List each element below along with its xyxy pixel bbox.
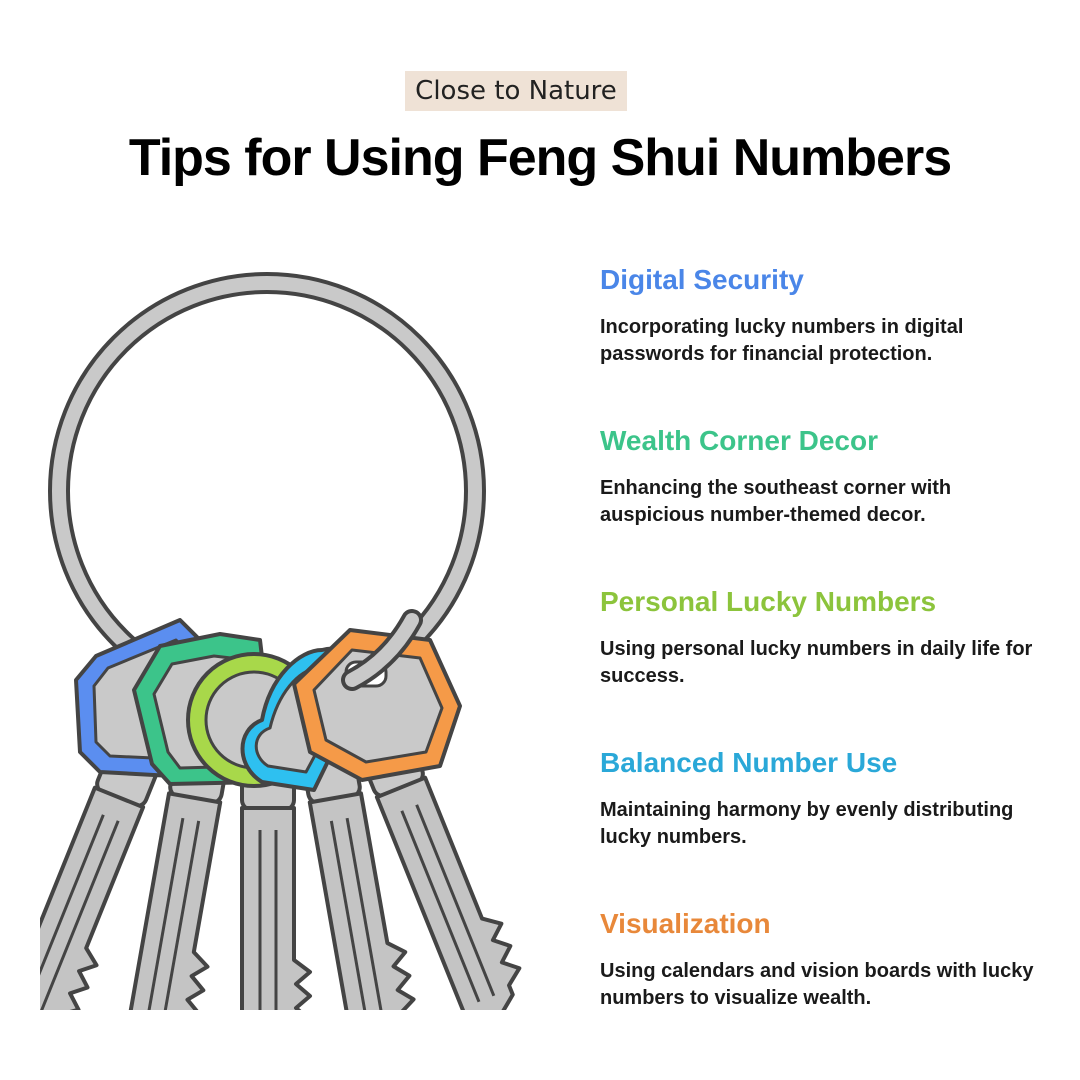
- page-title: Tips for Using Feng Shui Numbers: [128, 129, 952, 187]
- tip-balanced-number-use: [600, 743, 1060, 904]
- tip-heading: Balanced Number Use: [600, 747, 898, 778]
- tip-heading: Wealth Corner Decor: [600, 425, 878, 456]
- tip-description: Incorporating lucky numbers in digital passwords for financial protection.: [600, 316, 964, 365]
- tip-description: Using personal lucky numbers in daily life for success.: [600, 638, 1033, 687]
- tip-wealth-corner-decor: [600, 421, 1060, 582]
- keyring-illustration: [40, 270, 560, 1010]
- tip-visualization: [600, 904, 1060, 1065]
- tip-heading: Digital Security: [600, 264, 804, 295]
- tips-list: [600, 260, 1060, 1065]
- tip-description: Maintaining harmony by evenly distributing lucky numbers.: [600, 799, 1014, 848]
- tip-heading: Visualization: [600, 908, 771, 939]
- tip-heading: Personal Lucky Numbers: [600, 586, 937, 617]
- category-tag: Close to Nature: [405, 71, 627, 111]
- tip-description: Using calendars and vision boards with lucky numbers to visualize wealth.: [600, 960, 1034, 1009]
- tip-description: Enhancing the southeast corner with auspicious number-themed decor.: [600, 477, 952, 526]
- tip-digital-security: [600, 260, 1060, 421]
- tip-personal-lucky-numbers: [600, 582, 1060, 743]
